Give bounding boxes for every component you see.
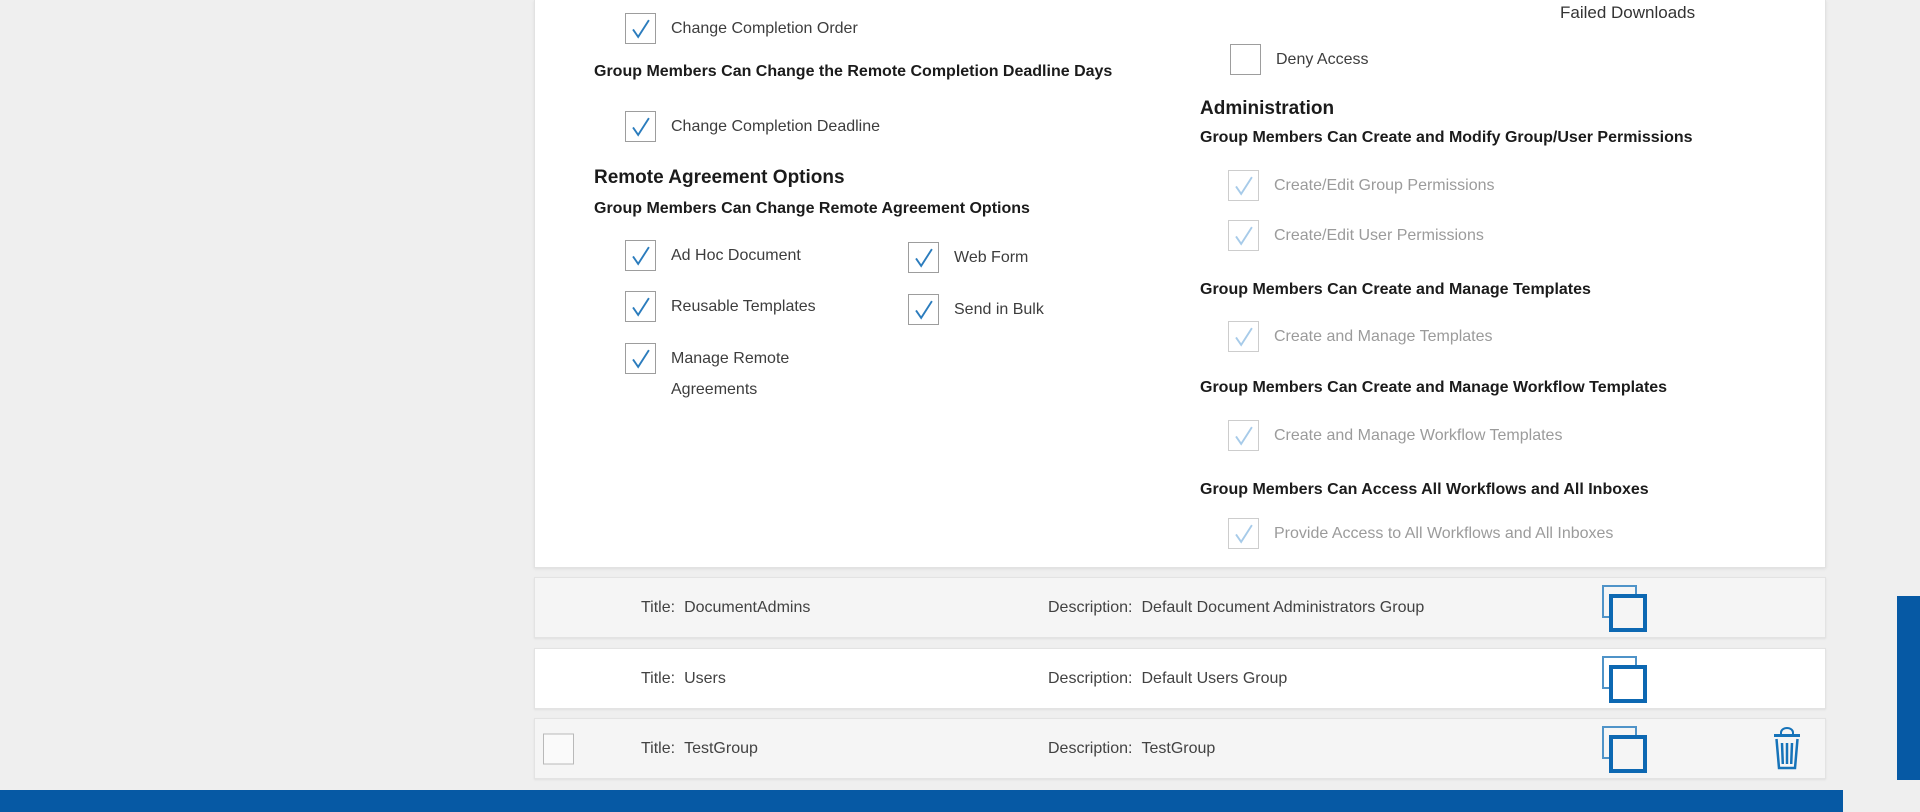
check-icon bbox=[626, 344, 655, 373]
checkbox-item-change-completion-order[interactable] bbox=[625, 13, 858, 44]
heading-change-remote-agreement-options: Group Members Can Change Remote Agreement Options bbox=[594, 200, 1030, 217]
scrollbar-thumb[interactable] bbox=[1897, 596, 1920, 780]
description-label: Description: bbox=[1048, 598, 1133, 616]
group-row-users[interactable] bbox=[534, 648, 1826, 709]
group-row-documentadmins[interactable] bbox=[534, 577, 1826, 638]
description-value: Default Users Group bbox=[1141, 669, 1288, 687]
checkbox-label: Change Completion Deadline bbox=[671, 118, 881, 135]
checkbox-ad-hoc-document[interactable] bbox=[625, 240, 656, 271]
description-value: TestGroup bbox=[1141, 739, 1216, 757]
check-icon bbox=[909, 295, 938, 324]
checkbox-create-edit-group-permissions bbox=[1228, 170, 1259, 201]
copy-group-button[interactable] bbox=[1601, 725, 1647, 773]
trash-icon bbox=[1767, 727, 1807, 771]
checkbox-create-manage-templates bbox=[1228, 321, 1259, 352]
section-title-administration: Administration bbox=[1200, 98, 1335, 119]
check-icon bbox=[626, 292, 655, 321]
checkbox-label: Send in Bulk bbox=[954, 301, 1044, 318]
heading-create-modify-permissions: Group Members Can Create and Modify Group/User Permissions bbox=[1200, 129, 1693, 146]
checkbox-label: Deny Access bbox=[1276, 51, 1369, 68]
checkbox-label: Create and Manage Templates bbox=[1274, 328, 1493, 345]
group-row-testgroup[interactable] bbox=[534, 718, 1826, 779]
group-title bbox=[641, 599, 810, 617]
checkbox-create-edit-user-permissions bbox=[1228, 220, 1259, 251]
checkbox-create-manage-workflow-templates bbox=[1228, 420, 1259, 451]
copy-group-button[interactable] bbox=[1601, 655, 1647, 703]
checkbox-item-web-form[interactable] bbox=[908, 242, 1028, 273]
failed-downloads-label: Failed Downloads bbox=[1560, 3, 1696, 22]
heading-access-all-workflows-inboxes: Group Members Can Access All Workflows and All Inboxes bbox=[1200, 481, 1649, 498]
check-icon bbox=[626, 14, 655, 43]
description-value: Default Document Administrators Group bbox=[1141, 598, 1425, 616]
checkbox-item-create-edit-group-permissions bbox=[1228, 170, 1495, 201]
checkbox-send-in-bulk[interactable] bbox=[908, 294, 939, 325]
checkbox-item-create-manage-templates bbox=[1228, 321, 1493, 352]
copy-icon bbox=[1601, 725, 1647, 773]
copy-icon bbox=[1601, 584, 1647, 632]
row-select-checkbox[interactable] bbox=[543, 733, 574, 764]
check-icon bbox=[1229, 171, 1258, 200]
check-icon bbox=[909, 243, 938, 272]
checkbox-item-change-completion-deadline[interactable] bbox=[625, 111, 880, 142]
heading-create-manage-workflow-templates: Group Members Can Create and Manage Workflow Templates bbox=[1200, 379, 1668, 396]
title-label: Title: bbox=[641, 669, 676, 687]
title-label: Title: bbox=[641, 598, 676, 616]
checkbox-item-deny-access[interactable] bbox=[1230, 44, 1368, 75]
copy-icon bbox=[1601, 655, 1647, 703]
group-description bbox=[1048, 670, 1287, 688]
checkbox-manage-remote-agreements[interactable] bbox=[625, 343, 656, 374]
check-icon bbox=[1229, 421, 1258, 450]
group-title bbox=[641, 670, 726, 688]
checkbox-label: Create and Manage Workflow Templates bbox=[1274, 427, 1563, 444]
checkbox-item-send-in-bulk[interactable] bbox=[908, 294, 1044, 325]
checkbox-label: Create/Edit Group Permissions bbox=[1274, 177, 1495, 194]
title-value: DocumentAdmins bbox=[684, 598, 811, 616]
checkbox-reusable-templates[interactable] bbox=[625, 291, 656, 322]
check-icon bbox=[1229, 322, 1258, 351]
check-icon bbox=[626, 241, 655, 270]
checkbox-deny-access[interactable] bbox=[1230, 44, 1261, 75]
heading-remote-completion-deadline-days: Group Members Can Change the Remote Completion Deadline Days bbox=[594, 63, 1113, 80]
checkbox-change-completion-order[interactable] bbox=[625, 13, 656, 44]
group-title bbox=[641, 740, 758, 758]
delete-group-button[interactable] bbox=[1767, 727, 1807, 771]
checkbox-change-completion-deadline[interactable] bbox=[625, 111, 656, 142]
checkbox-label: Reusable Templates bbox=[671, 298, 816, 315]
checkbox-item-create-manage-workflow-templates bbox=[1228, 420, 1562, 451]
copy-group-button[interactable] bbox=[1601, 584, 1647, 632]
footer-bar bbox=[0, 790, 1843, 812]
description-label: Description: bbox=[1048, 669, 1133, 687]
group-description bbox=[1048, 740, 1215, 758]
description-label: Description: bbox=[1048, 739, 1133, 757]
check-icon bbox=[626, 112, 655, 141]
checkbox-item-reusable-templates[interactable] bbox=[625, 291, 816, 322]
check-icon bbox=[1229, 519, 1258, 548]
group-description bbox=[1048, 599, 1424, 617]
checkbox-item-provide-access-all-workflows bbox=[1228, 518, 1613, 549]
checkbox-label: Ad Hoc Document bbox=[671, 247, 801, 264]
title-value: Users bbox=[684, 669, 726, 687]
checkbox-label: Web Form bbox=[954, 249, 1029, 266]
title-value: TestGroup bbox=[684, 739, 758, 757]
checkbox-web-form[interactable] bbox=[908, 242, 939, 273]
checkbox-item-create-edit-user-permissions bbox=[1228, 220, 1484, 251]
checkbox-label: Manage Remote Agreements bbox=[671, 350, 790, 398]
checkbox-item-ad-hoc-document[interactable] bbox=[625, 240, 801, 271]
checkbox-label: Change Completion Order bbox=[671, 20, 858, 37]
checkbox-label: Provide Access to All Workflows and All Inboxes bbox=[1274, 525, 1614, 542]
heading-create-manage-templates: Group Members Can Create and Manage Templates bbox=[1200, 281, 1591, 298]
checkbox-label: Create/Edit User Permissions bbox=[1274, 227, 1484, 244]
checkbox-provide-access-all-workflows bbox=[1228, 518, 1259, 549]
section-title-remote-agreement-options: Remote Agreement Options bbox=[594, 167, 845, 188]
checkbox-item-manage-remote-agreements[interactable] bbox=[625, 343, 821, 405]
check-icon bbox=[1229, 221, 1258, 250]
title-label: Title: bbox=[641, 739, 676, 757]
